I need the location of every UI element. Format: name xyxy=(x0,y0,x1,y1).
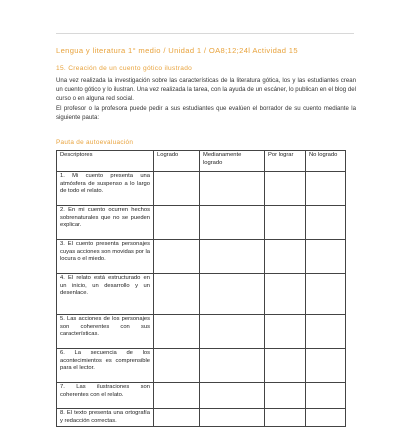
rating-cell-medianamente-logrado[interactable] xyxy=(200,349,265,383)
rating-cell-no-logrado[interactable] xyxy=(306,274,346,315)
table-row xyxy=(57,409,346,427)
page-header: Lengua y literatura 1° medio / Unidad 1 / OA8;12;24l Actividad 15 xyxy=(56,46,298,55)
rating-cell-logrado[interactable] xyxy=(154,315,200,349)
rating-cell-no-logrado[interactable] xyxy=(306,240,346,274)
header-rule xyxy=(56,33,354,34)
rating-cell-por-lograr[interactable] xyxy=(265,409,306,427)
table-row xyxy=(57,172,346,206)
rating-cell-por-lograr[interactable] xyxy=(265,349,306,383)
descriptor-cell: 8. El texto presenta una ortografía y redacción correctas. xyxy=(57,409,154,427)
rating-cell-medianamente-logrado[interactable] xyxy=(200,240,265,274)
instruction-paragraph: El profesor o la profesora puede pedir a sus estudiantes que evalúen el borrador de su cuento mediante la siguiente pauta: xyxy=(56,105,356,121)
rating-cell-logrado[interactable] xyxy=(154,206,200,240)
rating-cell-por-lograr[interactable] xyxy=(265,274,306,315)
descriptor-cell: 7. Las ilustraciones son coherentes con el relato. xyxy=(57,383,154,409)
rating-cell-logrado[interactable] xyxy=(154,240,200,274)
rating-cell-logrado[interactable] xyxy=(154,409,200,427)
table-row xyxy=(57,383,346,409)
rating-cell-no-logrado[interactable] xyxy=(306,383,346,409)
column-header-por-lograr: Por lograr xyxy=(265,151,306,172)
rating-cell-logrado[interactable] xyxy=(154,172,200,206)
rating-cell-no-logrado[interactable] xyxy=(306,409,346,427)
descriptor-cell: 2. En mi cuento ocurren hechos sobrenaturales que no se pueden explicar. xyxy=(57,206,154,240)
table-row xyxy=(57,240,346,274)
rating-cell-medianamente-logrado[interactable] xyxy=(200,383,265,409)
table-title: Pauta de autoevaluación xyxy=(56,139,134,146)
table-row xyxy=(57,349,346,383)
table-header-row xyxy=(57,151,346,172)
table-row xyxy=(57,274,346,315)
rating-cell-medianamente-logrado[interactable] xyxy=(200,274,265,315)
rating-cell-medianamente-logrado[interactable] xyxy=(200,206,265,240)
column-header-medianamente-logrado: Medianamente logrado xyxy=(200,151,265,172)
rating-cell-no-logrado[interactable] xyxy=(306,315,346,349)
descriptor-cell: 3. El cuento presenta personajes cuyas acciones son movidas por la locura o el miedo. xyxy=(57,240,154,274)
table-row xyxy=(57,315,346,349)
table-row xyxy=(57,206,346,240)
rating-cell-no-logrado[interactable] xyxy=(306,172,346,206)
column-header-descriptores: Descriptores xyxy=(57,151,154,172)
rating-cell-por-lograr[interactable] xyxy=(265,315,306,349)
rating-cell-por-lograr[interactable] xyxy=(265,240,306,274)
rating-cell-medianamente-logrado[interactable] xyxy=(200,315,265,349)
rating-cell-no-logrado[interactable] xyxy=(306,349,346,383)
descriptor-cell: 5. Las acciones de los personajes son coherentes con sus características. xyxy=(57,315,154,349)
column-header-logrado: Logrado xyxy=(154,151,200,172)
descriptor-cell: 1. Mi cuento presenta una atmósfera de suspenso a lo largo de todo el relato. xyxy=(57,172,154,206)
rating-cell-por-lograr[interactable] xyxy=(265,383,306,409)
descriptor-cell: 6. La secuencia de los acontecimientos es comprensible para el lector. xyxy=(57,349,154,383)
rating-cell-por-lograr[interactable] xyxy=(265,172,306,206)
rating-cell-medianamente-logrado[interactable] xyxy=(200,172,265,206)
rating-cell-no-logrado[interactable] xyxy=(306,206,346,240)
rating-cell-logrado[interactable] xyxy=(154,274,200,315)
section-title: 15. Creación de un cuento gótico ilustrado xyxy=(56,65,193,72)
descriptor-cell: 4. El relato está estructurado en un inicio, un desarrollo y un desenlace. xyxy=(57,274,154,315)
rating-cell-logrado[interactable] xyxy=(154,349,200,383)
column-header-no-logrado: No logrado xyxy=(306,151,346,172)
intro-paragraph: Una vez realizada la investigación sobre las características de la literatura gótica, los y las estudiantes crean un cuento gótico y lo ilustran. Una vez realizada la tarea, con la ayuda de un escáner, lo publican en el blog del curso o en alguna red social. xyxy=(56,77,356,102)
rating-cell-logrado[interactable] xyxy=(154,383,200,409)
rating-cell-medianamente-logrado[interactable] xyxy=(200,409,265,427)
self-assessment-table xyxy=(56,150,346,427)
rating-cell-por-lograr[interactable] xyxy=(265,206,306,240)
